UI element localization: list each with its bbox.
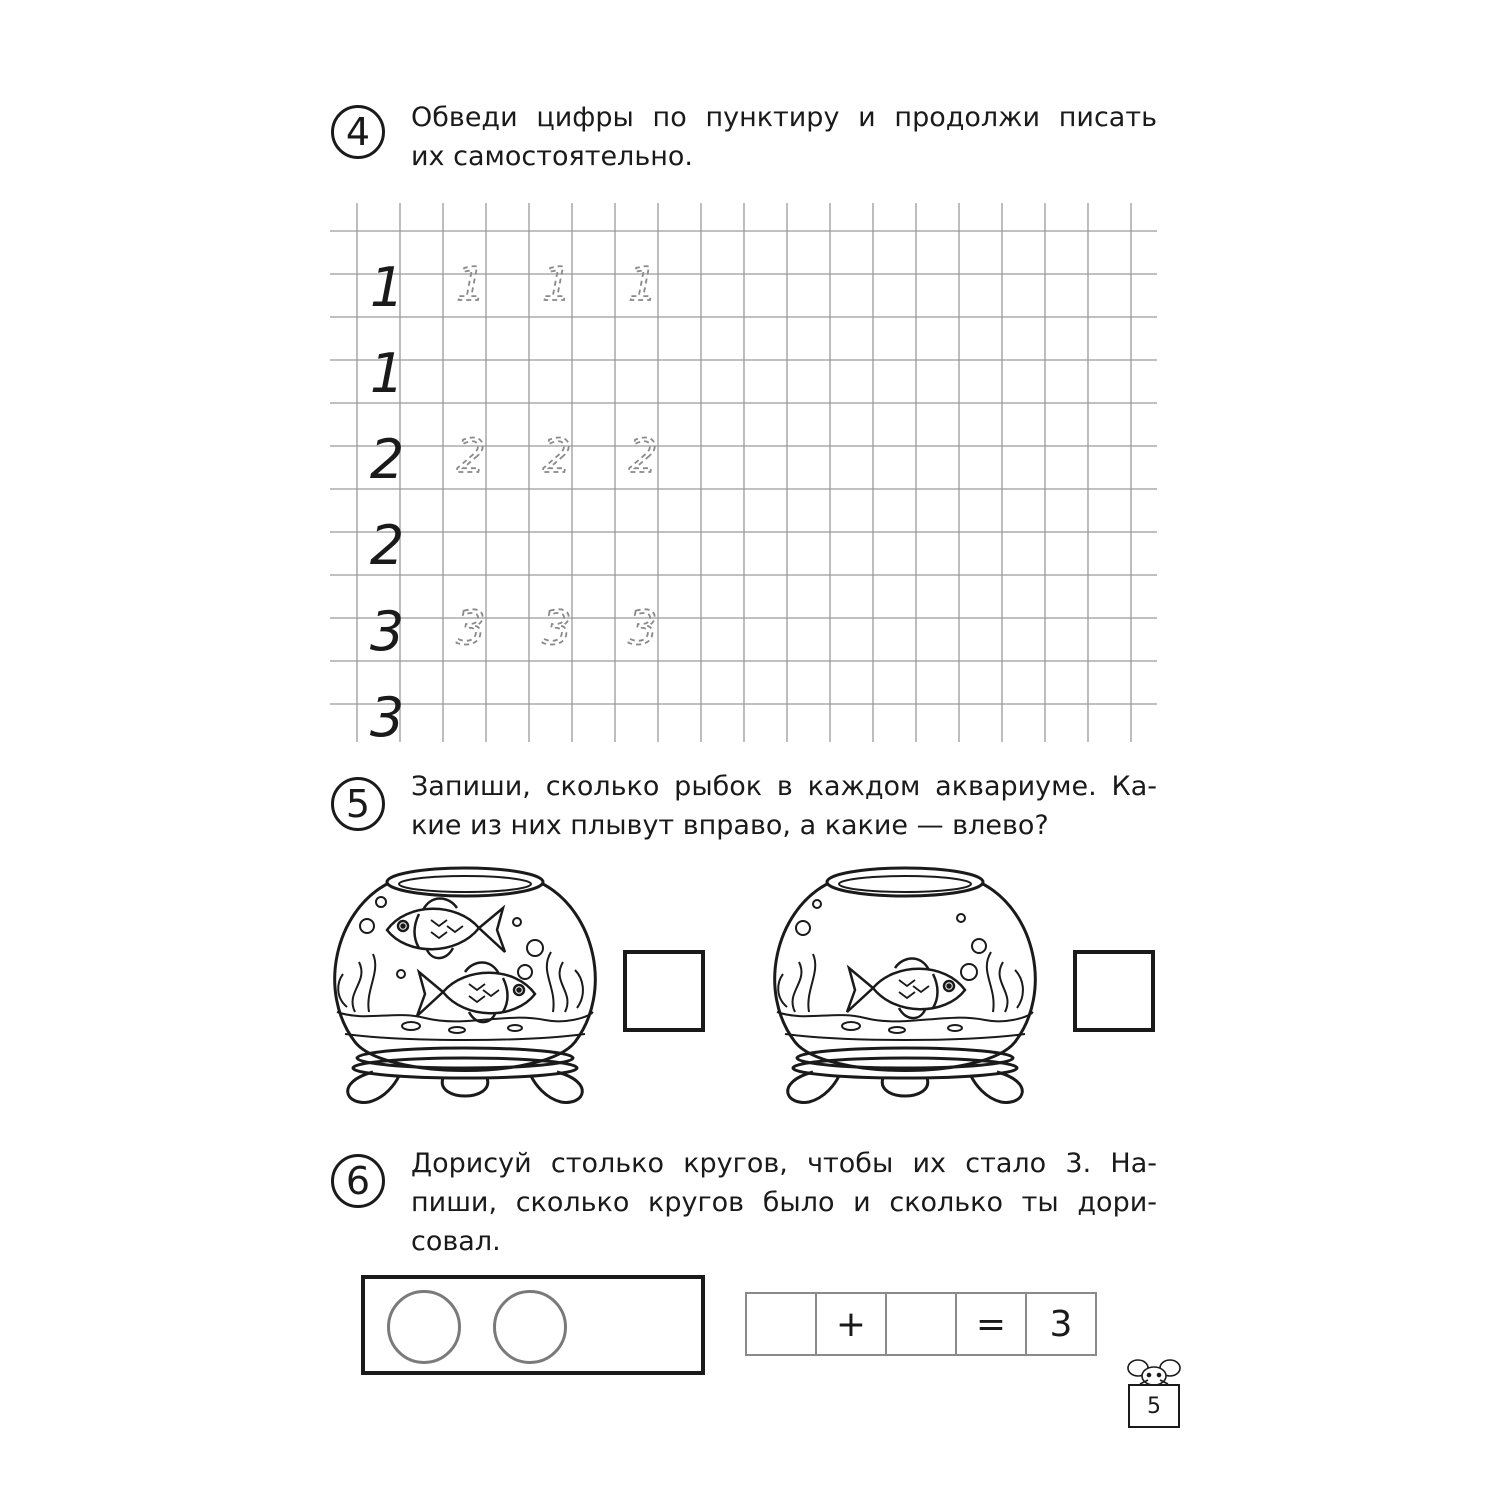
page-number: 5 [1128, 1384, 1180, 1428]
dotted-trace-digit[interactable]: 3 [542, 601, 572, 655]
task-number-6-label: 6 [345, 1159, 371, 1203]
equation-row [745, 1292, 1097, 1356]
task-number-5-label: 5 [345, 782, 371, 826]
sample-digit: 3 [369, 600, 405, 663]
task-number-6 [331, 1154, 385, 1208]
dotted-trace-digit[interactable]: 3 [456, 601, 486, 655]
dotted-trace-digit[interactable]: 1 [628, 257, 658, 311]
circle-icon [387, 1290, 461, 1364]
equation-plus-sign: + [817, 1294, 887, 1354]
circle-icon [493, 1290, 567, 1364]
mouse-icon [1124, 1356, 1184, 1386]
task-4-line-1: Обведи цифры по пунктиру и продолжи писать [411, 102, 1157, 133]
task-4-line-2: их самостоятельно. [411, 141, 693, 172]
fishbowl-icon [765, 862, 1045, 1112]
circle-drawing-area[interactable] [361, 1275, 705, 1375]
task-6-instruction [411, 1144, 1157, 1261]
dotted-trace-digit[interactable]: 2 [542, 429, 572, 483]
dotted-trace-digit[interactable]: 1 [542, 257, 572, 311]
aquarium-1-answer-box[interactable] [623, 950, 705, 1032]
task-number-4-label: 4 [345, 110, 371, 154]
task-6-line-2: пиши, сколько кругов было и сколько ты дори- [411, 1187, 1157, 1218]
task-5-line-1: Запиши, сколько рыбок в каждом аквариуме. Ка- [411, 771, 1157, 802]
sample-digit: 2 [369, 514, 405, 577]
task-number-5 [331, 777, 385, 831]
dotted-trace-digit[interactable]: 1 [456, 257, 486, 311]
equation-result: 3 [1049, 1303, 1073, 1345]
sample-digit: 1 [369, 342, 405, 405]
fishbowl-icon [325, 862, 605, 1112]
fish-icon [387, 899, 505, 959]
task-5-instruction [411, 767, 1157, 845]
dotted-trace-digit[interactable]: 2 [628, 429, 658, 483]
dotted-trace-digit[interactable]: 2 [456, 429, 486, 483]
dotted-trace-digit[interactable]: 3 [628, 601, 658, 655]
aquarium-2-answer-box[interactable] [1073, 950, 1155, 1032]
task-5-line-2: кие из них плывут вправо, а какие — влево? [411, 810, 1049, 841]
task-6-line-3: совал. [411, 1226, 501, 1257]
equation-cell-addend-2[interactable] [887, 1294, 957, 1354]
sample-digit: 2 [369, 428, 405, 491]
fish-icon [847, 959, 965, 1019]
sample-digit: 3 [369, 686, 405, 749]
equation-cell-addend-1[interactable] [747, 1294, 817, 1354]
sample-digit: 1 [369, 256, 405, 319]
equation-equals-sign: = [957, 1294, 1027, 1354]
task-6-line-1: Дорисуй столько кругов, чтобы их стало 3. На- [411, 1148, 1157, 1179]
